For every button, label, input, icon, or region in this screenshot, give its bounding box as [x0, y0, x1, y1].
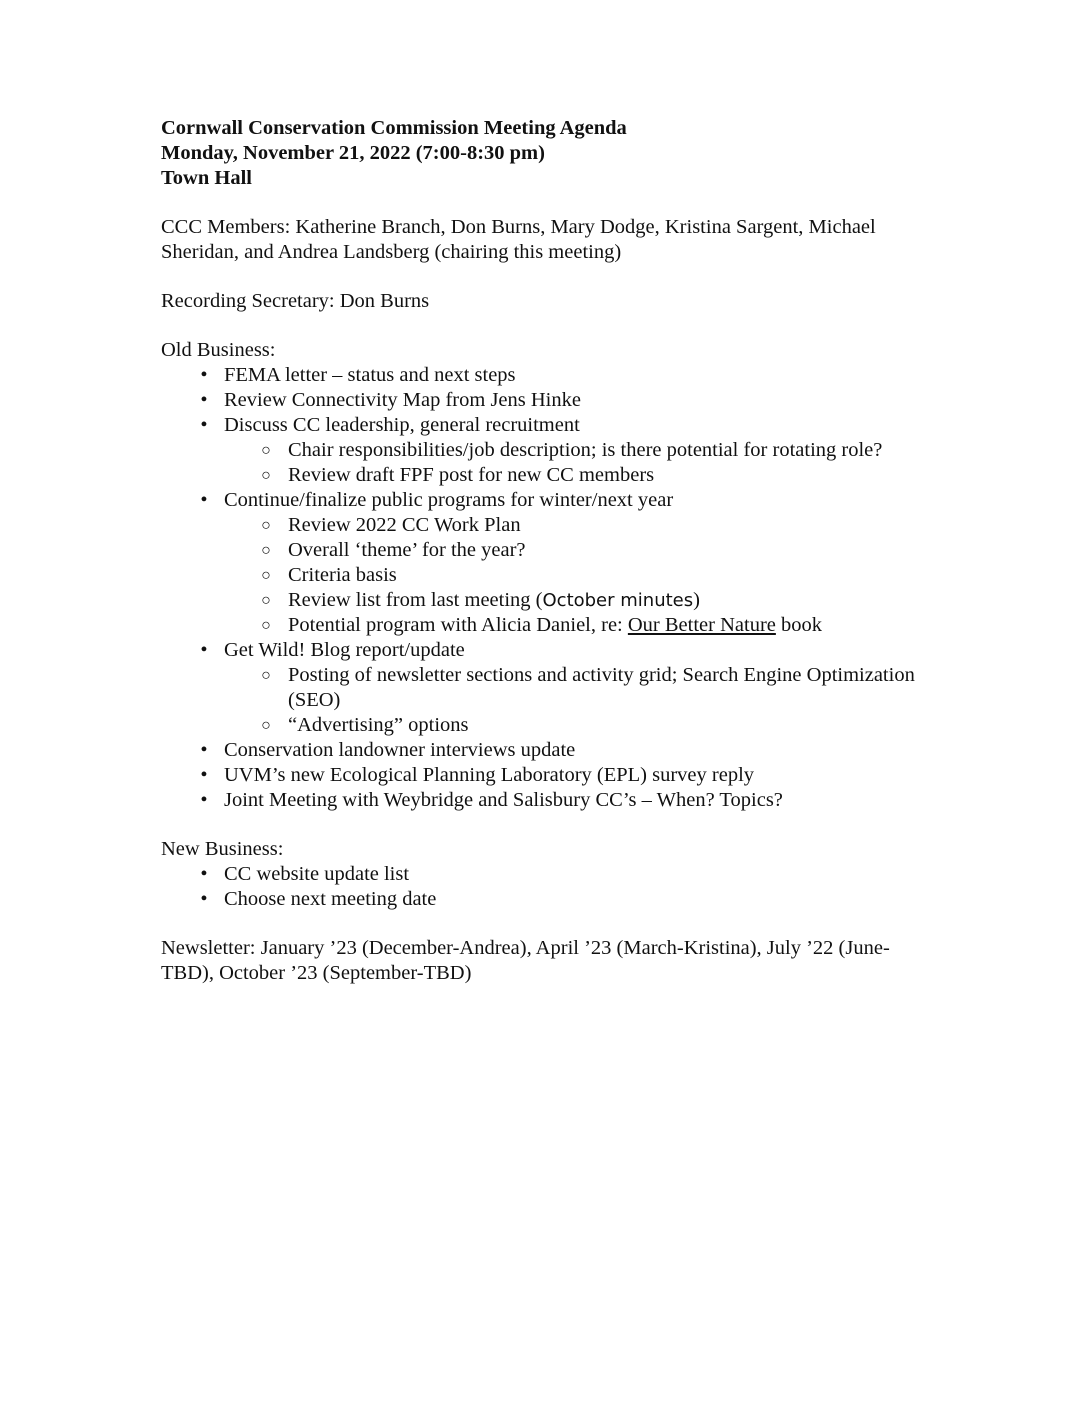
item-text: Review Connectivity Map from Jens Hinke: [224, 389, 581, 411]
bullet-icon: •: [200, 389, 208, 411]
agenda-document: [161, 116, 931, 986]
new-business-section: [161, 837, 931, 912]
sub-item-text: Chair responsibilities/job description; is there potential for rotating role?: [288, 439, 883, 461]
review-list-suffix: ): [693, 589, 700, 611]
item-text: CC website update list: [224, 863, 410, 885]
sub-list: [224, 663, 931, 738]
secretary-paragraph: Recording Secretary: Don Burns: [161, 290, 430, 312]
members-paragraph: CCC Members: Katherine Branch, Don Burns, Mary Dodge, Kristina Sargent, Michael Sheridan, and Andrea Landsberg (chairing this meeting): [161, 216, 876, 263]
circle-bullet-icon: ○: [261, 567, 271, 584]
sub-list-item: [224, 563, 931, 588]
list-item: [161, 413, 931, 488]
item-text: FEMA letter – status and next steps: [224, 364, 516, 386]
new-business-heading: New Business:: [161, 838, 284, 860]
sub-list: [224, 438, 931, 488]
review-list-prefix: Review list from last meeting (: [288, 589, 543, 611]
item-text: Choose next meeting date: [224, 888, 437, 910]
sub-list: [224, 513, 931, 638]
sub-list-item: [224, 438, 931, 463]
sub-list-item: [224, 663, 931, 713]
agenda-header: [161, 116, 931, 191]
list-item: [161, 862, 931, 887]
old-business-section: [161, 338, 931, 813]
circle-bullet-icon: ○: [261, 542, 271, 559]
circle-bullet-icon: ○: [261, 442, 271, 459]
sub-item-text: Criteria basis: [288, 564, 397, 586]
list-item: [161, 638, 931, 738]
new-business-list: [161, 862, 931, 912]
sub-list-item: [224, 613, 931, 638]
circle-bullet-icon: ○: [261, 617, 271, 634]
item-text: UVM’s new Ecological Planning Laboratory (EPL) survey reply: [224, 764, 755, 786]
sub-item-text: [288, 589, 700, 611]
circle-bullet-icon: ○: [261, 592, 271, 609]
item-text: Get Wild! Blog report/update: [224, 639, 465, 661]
book-title: Our Better Nature: [627, 614, 776, 636]
old-business-heading: Old Business:: [161, 339, 276, 361]
bullet-icon: •: [200, 414, 208, 436]
sub-item-text: Overall ‘theme’ for the year?: [288, 539, 526, 561]
sub-list-item: [224, 588, 931, 613]
potential-program-suffix: book: [775, 614, 822, 636]
bullet-icon: •: [200, 863, 208, 885]
list-item: [161, 788, 931, 813]
bullet-icon: •: [200, 888, 208, 910]
newsletter-paragraph: Newsletter: January ’23 (December-Andrea), April ’23 (March-Kristina), July ’22 (June-TBD), October ’23 (September-TBD): [161, 937, 890, 984]
sub-item-text: Review draft FPF post for new CC members: [288, 464, 655, 486]
sub-list-item: [224, 713, 931, 738]
october-minutes-text: October minutes: [542, 590, 694, 611]
item-text: Joint Meeting with Weybridge and Salisbury CC’s – When? Topics?: [224, 789, 783, 811]
bullet-icon: •: [200, 639, 208, 661]
list-item: [161, 763, 931, 788]
bullet-icon: •: [200, 739, 208, 761]
potential-program-prefix: Potential program with Alicia Daniel, re:: [288, 614, 628, 636]
agenda-title: Cornwall Conservation Commission Meeting Agenda: [161, 117, 627, 139]
sub-list-item: [224, 463, 931, 488]
old-business-list: [161, 363, 931, 813]
sub-list-item: [224, 513, 931, 538]
meeting-location: Town Hall: [161, 167, 252, 189]
item-text: Discuss CC leadership, general recruitment: [224, 414, 580, 436]
sub-item-text: [288, 614, 822, 636]
list-item: [161, 738, 931, 763]
item-text: Continue/finalize public programs for winter/next year: [224, 489, 674, 511]
list-item: [161, 363, 931, 388]
item-text: Conservation landowner interviews update: [224, 739, 576, 761]
circle-bullet-icon: ○: [261, 517, 271, 534]
sub-item-text: Posting of newsletter sections and activity grid; Search Engine Optimization (SEO): [288, 664, 915, 711]
list-item: [161, 887, 931, 912]
bullet-icon: •: [200, 764, 208, 786]
circle-bullet-icon: ○: [261, 667, 271, 684]
bullet-icon: •: [200, 789, 208, 811]
circle-bullet-icon: ○: [261, 717, 271, 734]
list-item: [161, 388, 931, 413]
meeting-date: Monday, November 21, 2022 (7:00-8:30 pm): [161, 142, 545, 164]
bullet-icon: •: [200, 489, 208, 511]
sub-item-text: “Advertising” options: [288, 714, 469, 736]
sub-item-text: Review 2022 CC Work Plan: [288, 514, 521, 536]
bullet-icon: •: [200, 364, 208, 386]
list-item: [161, 488, 931, 638]
circle-bullet-icon: ○: [261, 467, 271, 484]
sub-list-item: [224, 538, 931, 563]
